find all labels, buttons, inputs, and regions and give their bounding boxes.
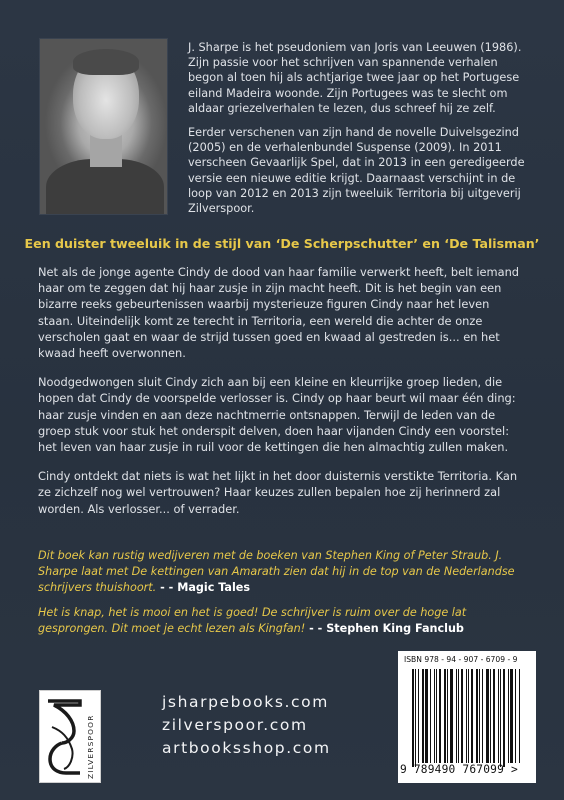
quote-separator: - - <box>156 580 178 594</box>
barcode-bar <box>498 669 499 763</box>
barcode-bar <box>471 669 473 763</box>
barcode-bar <box>500 669 501 767</box>
website-links <box>162 691 382 760</box>
blurb-paragraph-2: Noodgedwongen sluit Cindy zich aan bij een kleine en kleurrijke groep lieden, die hopen dat Cindy de voorspelde verlosser is. Cindy op haar beurt wil maar één ding: haar zusje vinden en aan deze nachtmerrie ontsnappen. Terwijl de leden van de groep stuk voor stuk het onderspit delven, doen haar vijanden Cindy een voorstel: het leven van haar zusje in ruil voor de kettingen die hen almachtig zullen maken. <box>38 375 516 455</box>
ean-number: 9 789490 767099 > <box>400 763 518 776</box>
barcode-bar <box>468 669 469 763</box>
blurb-paragraph-3: Cindy ontdekt dat niets is wat het lijkt in het door duisternis verstikte Territoria. Kan ze zichzelf nog wel vertrouwen? Haar keuzes zullen bepalen hoe zij herinnerd zal worden. Als verlosser... of verrader. <box>38 469 518 516</box>
barcode-bar <box>447 669 448 763</box>
barcode-bar <box>476 669 478 763</box>
review-quote-1 <box>38 548 528 595</box>
barcode-bar <box>458 669 459 763</box>
book-blurb <box>38 264 528 530</box>
isbn-barcode <box>398 651 536 783</box>
barcode-bar <box>434 669 435 763</box>
bio-paragraph-2: Eerder verschenen van zijn hand de novelle Duivelsgezind (2005) en de verhalenbundel Suspense (2009). In 2011 verscheen Gevaarlijk Spel, dat in 2013 in een geredigeerde versie een nieuwe editie krijgt. Daarnaast verschijnt in de loop van 2012 en 2013 zijn tweeluik Territoria bij uitgeverij Zilverspoor. <box>188 126 525 216</box>
link-artbooksshop[interactable]: artbooksshop.com <box>162 739 331 757</box>
barcode-bar <box>461 669 463 763</box>
barcode-bar <box>418 669 419 763</box>
blurb-paragraph-1: Net als de jonge agente Cindy de dood van haar familie verwerkt heeft, belt iemand haar om te zeggen dat hij haar zusje in zijn macht heeft. Dit is het begin van een bizarre reeks gebeurtenissen waarbij mysterieuze figuren Cindy naar het leven staan. Uiteindelijk komt ze terecht in Territoria, een wereld die achter de onze verscholen gaat en waar de strijd tussen goed en kwaad al gestreden is... en het kwaad heeft overwonnen. <box>38 265 520 361</box>
zilverspoor-logo-icon <box>44 697 84 777</box>
barcode-bar <box>430 669 431 763</box>
author-photo <box>39 38 168 215</box>
barcode-bar <box>439 669 441 763</box>
barcode-bar <box>444 669 446 763</box>
quote-separator: - - <box>305 621 327 635</box>
barcode-bar <box>479 669 480 763</box>
quote-source: Stephen King Fanclub <box>326 621 464 635</box>
barcode-bar <box>415 669 416 767</box>
bio-paragraph-1: J. Sharpe is het pseudoniem van Joris van Leeuwen (1986). Zijn passie voor het schrijven van spannende verhalen begon al toen hij als achtjarige twee jaar op het Portugese eiland Madeira woonde. Zijn Portugees was te slecht om aldaar griezelverhalen te lezen, dus schreef hij ze zelf. <box>188 41 522 115</box>
quote-source: Magic Tales <box>177 580 251 594</box>
zilverspoor-logo <box>39 690 101 783</box>
barcode-bar <box>515 669 516 763</box>
barcode-bar <box>456 669 457 763</box>
tagline: Een duister tweeluik in de stijl van ‘De Scherpschutter’ en ‘De Talisman’ <box>24 236 540 251</box>
barcode-bar <box>519 669 520 763</box>
barcode-bar <box>425 669 428 763</box>
barcode-bar <box>510 669 513 763</box>
barcode-bar <box>466 669 467 763</box>
logo-wordmark: ZILVERSPOOR <box>86 714 95 779</box>
link-jsharpebooks[interactable]: jsharpebooks.com <box>162 693 329 711</box>
barcode-bar <box>486 669 489 763</box>
review-quote-2 <box>38 605 528 637</box>
quote-text: Dit boek kan rustig wedijveren met de boeken van Stephen King of Peter Straub. J. Sharpe laat met De kettingen van Amarath zien dat hij in de top van de Nederlandse schrijvers thuishoort. <box>38 549 515 594</box>
barcode-bar <box>450 669 453 763</box>
isbn-label: ISBN 978 - 94 - 907 - 6709 - 9 <box>404 655 518 664</box>
barcode-bar <box>482 669 483 763</box>
author-bio <box>188 40 528 225</box>
link-zilverspoor[interactable]: zilverspoor.com <box>162 716 308 734</box>
barcode-bar <box>490 669 491 763</box>
barcode-bar <box>493 669 495 763</box>
barcode-bar <box>508 669 509 763</box>
barcode-bar <box>503 669 505 767</box>
quote-text: Het is knap, het is mooi en het is goed! De schrijver is ruim over de hoge lat gesprongen. Dit moet je echt lezen als Kingfan! <box>38 606 467 635</box>
barcode-bar <box>422 669 424 763</box>
barcode-bar <box>436 669 437 763</box>
barcode-bar <box>412 669 414 767</box>
barcode-bars <box>412 669 524 763</box>
